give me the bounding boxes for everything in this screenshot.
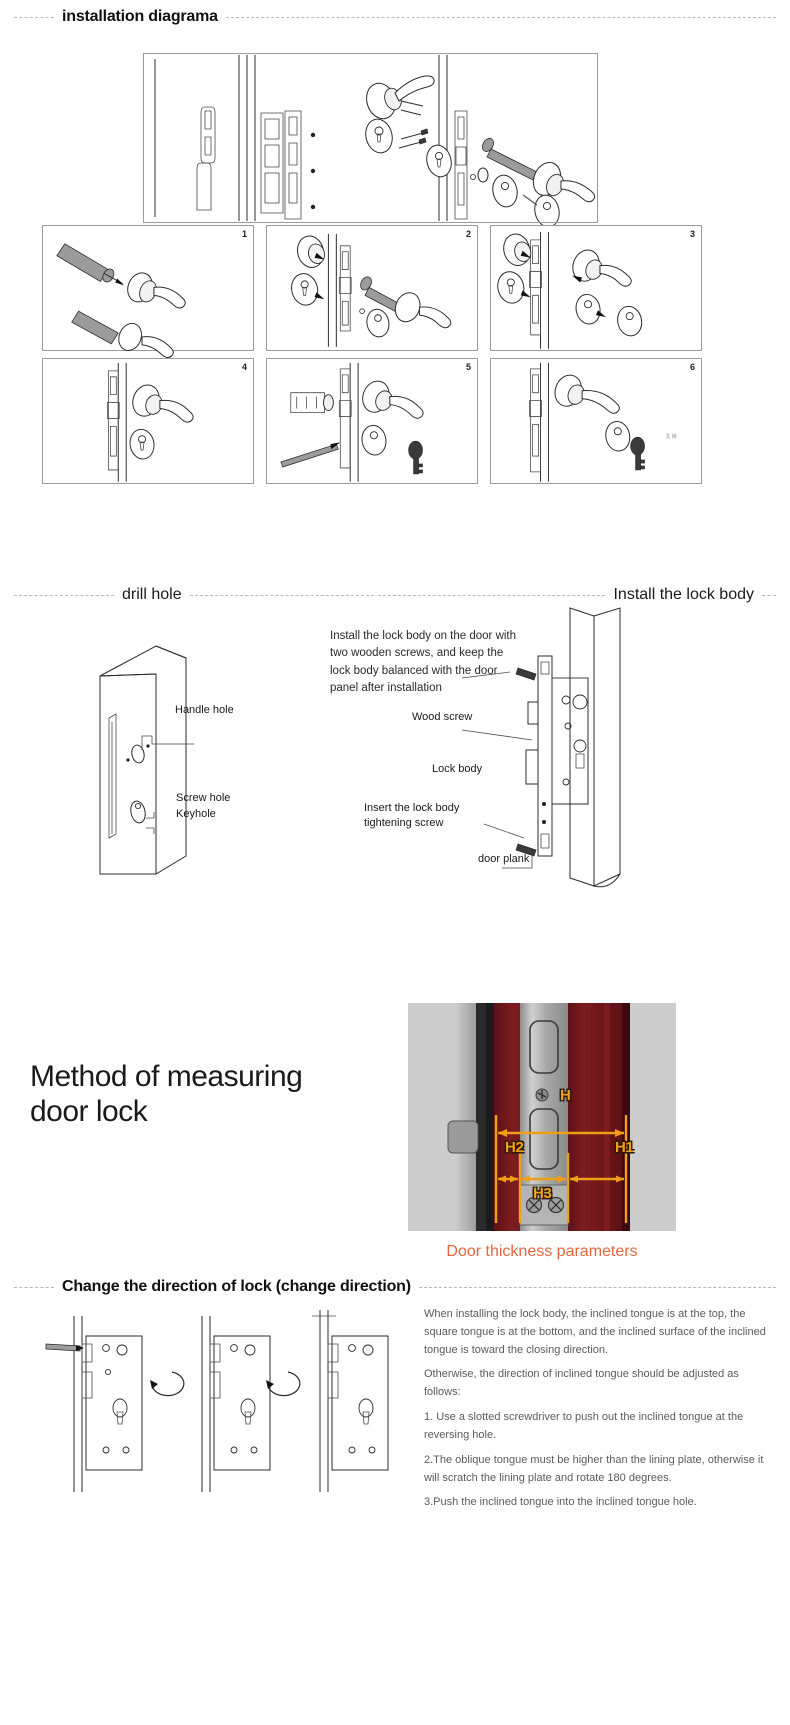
panel-number-2: 2 bbox=[465, 229, 471, 239]
lock-body-header bbox=[378, 586, 776, 604]
change-direction-instructions bbox=[424, 1306, 776, 1512]
label-keyhole: Keyhole bbox=[176, 808, 216, 820]
step-panel-4-art bbox=[43, 359, 253, 484]
label-tighten-line-2: tightening screw bbox=[364, 817, 444, 829]
dimension-label-h1: H1 bbox=[615, 1139, 634, 1156]
step-panel-1 bbox=[42, 225, 254, 351]
measuring-title-line-2: door lock bbox=[30, 1094, 148, 1128]
instruction-paragraph-5: 3.Push the inclined tongue into the inclined tongue hole. bbox=[424, 1496, 697, 1509]
dimension-label-h2: H2 bbox=[505, 1139, 524, 1156]
measuring-title-line-1: Method of measuring bbox=[30, 1060, 303, 1093]
lock-body-intro-line-3: lock body balanced with the door bbox=[330, 664, 498, 677]
drill-hole-title: drill hole bbox=[122, 586, 182, 603]
lock-body-rule-left bbox=[378, 595, 605, 596]
installation-section-title: installation diagrama bbox=[62, 8, 218, 25]
instruction-paragraph-4: 2.The oblique tongue must be higher than the lining plate, otherwise it will scratch the lining plate and rotate 180 degrees. bbox=[424, 1453, 764, 1484]
step-panel-2-art bbox=[267, 226, 477, 351]
change-direction-rule-left bbox=[14, 1287, 54, 1288]
step-panel-3-art bbox=[491, 226, 701, 351]
drill-hole-art bbox=[60, 626, 360, 896]
label-tighten-line-1: Insert the lock body bbox=[364, 802, 460, 814]
header-rule-left bbox=[14, 17, 54, 18]
change-direction-art bbox=[40, 1310, 410, 1500]
panel-number-3: 3 bbox=[689, 229, 695, 239]
step-panel-3 bbox=[490, 225, 702, 351]
lock-body-intro-line-2: two wooden screws, and keep the bbox=[330, 647, 504, 660]
panel-number-5: 5 bbox=[465, 362, 471, 372]
label-door-plank: door plank bbox=[478, 853, 530, 865]
diagram-frame bbox=[143, 53, 598, 223]
step-panel-6-art bbox=[491, 359, 701, 484]
instruction-paragraph-1: When installing the lock body, the inclined tongue is at the top, the square tongue is at the bottom, and the inclined surface of the inclined tongue is toward the closing direction. bbox=[424, 1308, 766, 1356]
installation-diagram-section bbox=[0, 8, 790, 26]
lock-body-title: Install the lock body bbox=[613, 586, 754, 603]
lock-body-intro-line-1: Install the lock body on the door with bbox=[330, 630, 517, 642]
step-panel-2 bbox=[266, 225, 478, 351]
change-direction-illustration bbox=[40, 1310, 410, 1500]
drill-hole-illustration bbox=[60, 626, 360, 896]
door-thickness-photo bbox=[408, 1003, 676, 1231]
measuring-title bbox=[30, 1060, 302, 1129]
panel-number-4: 4 bbox=[241, 362, 247, 372]
change-direction-title: Change the direction of lock (change direction) bbox=[62, 1278, 411, 1295]
lock-body-intro-line-4: panel after installation bbox=[330, 681, 442, 694]
step-panel-5-art bbox=[267, 359, 477, 484]
change-direction-header bbox=[0, 1278, 790, 1296]
exploded-assembly-diagram bbox=[143, 53, 598, 223]
change-direction-section bbox=[0, 1278, 790, 1509]
lock-body-rule-right bbox=[762, 595, 776, 596]
instruction-paragraph-2: Otherwise, the direction of inclined tongue should be adjusted as follows: bbox=[424, 1368, 739, 1399]
step-panel-4 bbox=[42, 358, 254, 484]
label-wood-screw: Wood screw bbox=[412, 711, 473, 723]
drill-hole-header bbox=[14, 586, 374, 604]
panel-number-1: 1 bbox=[241, 229, 247, 239]
measuring-section bbox=[0, 975, 790, 1295]
step-panel-1-art bbox=[43, 226, 253, 351]
step-panel-6 bbox=[490, 358, 702, 484]
step-panel-5 bbox=[266, 358, 478, 484]
instruction-paragraph-3: 1. Use a slotted screwdriver to push out the inclined tongue at the reversing hole. bbox=[424, 1411, 744, 1441]
panel-number-6: 6 bbox=[689, 362, 695, 372]
change-direction-rule-right bbox=[419, 1287, 776, 1288]
drill-hole-rule-right bbox=[190, 595, 374, 596]
drill-hole-rule-left bbox=[14, 595, 114, 596]
dimension-label-h3: H3 bbox=[533, 1185, 552, 1202]
label-lock-body: Lock body bbox=[432, 763, 483, 775]
svg-text:关 闭: 关 闭 bbox=[665, 435, 677, 441]
label-screw-hole: Screw hole bbox=[176, 792, 231, 804]
numbered-step-panels bbox=[0, 222, 790, 492]
header-rule-right bbox=[226, 17, 776, 18]
door-thickness-caption: Door thickness parameters bbox=[446, 1243, 638, 1260]
installation-section-header bbox=[0, 8, 790, 26]
label-handle-hole: Handle hole bbox=[175, 704, 234, 716]
dimension-label-h: H bbox=[560, 1087, 571, 1104]
lock-body-art bbox=[400, 606, 780, 896]
middle-section bbox=[0, 586, 790, 865]
